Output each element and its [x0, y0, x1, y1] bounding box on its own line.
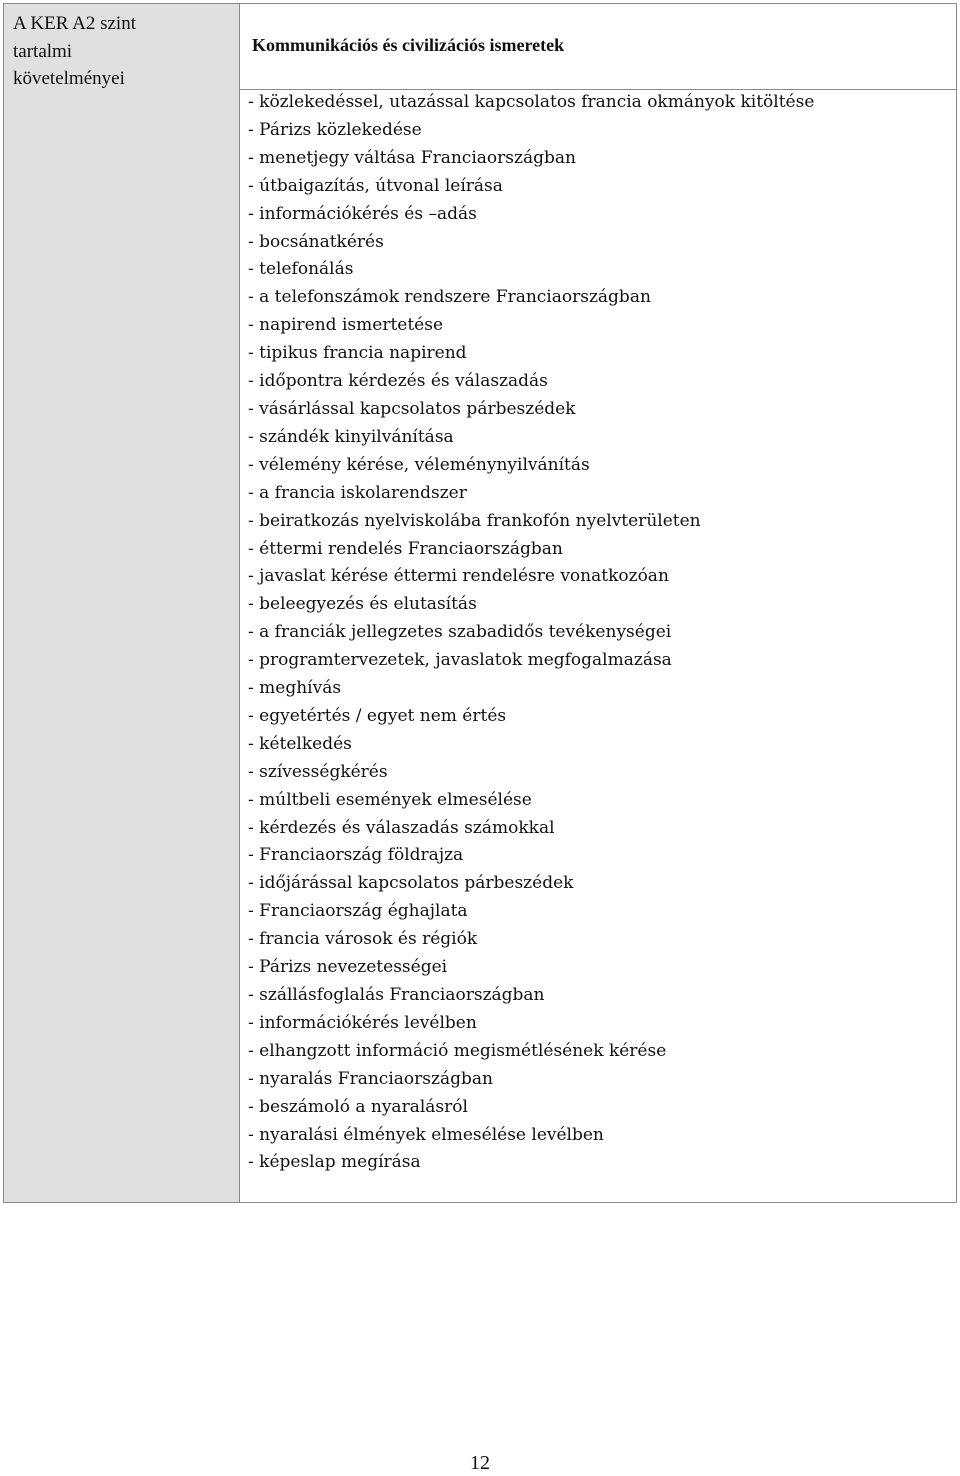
left-header-line: követelményei — [13, 68, 125, 89]
list-item: - időjárással kapcsolatos párbeszédek — [248, 873, 574, 894]
list-item: - beszámoló a nyaralásról — [248, 1096, 468, 1117]
list-item: - időpontra kérdezés és válaszadás — [248, 371, 548, 392]
list-item: - beleegyezés és elutasítás — [248, 594, 477, 615]
list-item: - elhangzott információ megismétlésének kérése — [248, 1040, 667, 1061]
list-item: - vélemény kérése, véleménynyilvánítás — [248, 454, 590, 475]
list-item: - szívességkérés — [248, 761, 388, 782]
left-header-line: A KER A2 szint — [13, 13, 136, 34]
left-header-line: tartalmi — [13, 40, 73, 62]
list-item: - bocsánatkérés — [248, 231, 384, 252]
left-header-cell — [13, 10, 233, 93]
list-item: - Párizs közlekedése — [248, 119, 422, 140]
list-item: - a francia iskolarendszer — [248, 482, 467, 503]
list-item: - tipikus francia napirend — [248, 343, 467, 364]
list-item: - kérdezés és válaszadás számokkal — [248, 817, 555, 838]
list-item: - közlekedéssel, utazással kapcsolatos francia okmányok kitöltése — [248, 92, 815, 112]
list-item: - nyaralási élmények elmesélése levélben — [248, 1124, 604, 1145]
list-item: - szándék kinyilvánítása — [248, 426, 454, 447]
list-item: - Párizs nevezetességei — [248, 957, 448, 978]
list-item: - szállásfoglalás Franciaországban — [248, 985, 545, 1005]
list-item: - képeslap megírása — [248, 1152, 421, 1173]
list-item: - menetjegy váltása Franciaországban — [248, 147, 576, 168]
list-item: - javaslat kérése éttermi rendelésre vonatkozóan — [248, 566, 669, 587]
header-row — [240, 4, 956, 90]
list-item: - vásárlással kapcsolatos párbeszédek — [248, 398, 576, 419]
section-title: Kommunikációs és civilizációs ismeretek — [252, 35, 565, 55]
topics-list — [248, 89, 948, 1177]
list-item: - információkérés és –adás — [248, 203, 477, 224]
list-item: - útbaigazítás, útvonal leírása — [248, 175, 503, 196]
list-item: - nyaralás Franciaországban — [248, 1068, 493, 1089]
list-item: - beiratkozás nyelviskolába frankofón nyelvterületen — [248, 510, 701, 531]
list-item: - kételkedés — [248, 733, 352, 754]
list-item: - múltbeli események elmesélése — [248, 789, 532, 810]
list-item: - napirend ismertetése — [248, 315, 444, 336]
list-item: - Franciaország éghajlata — [248, 901, 468, 922]
left-header-column — [4, 4, 240, 1202]
list-item: - a telefonszámok rendszere Franciaországban — [248, 287, 651, 308]
list-item: - éttermi rendelés Franciaországban — [248, 538, 563, 559]
list-item: - a franciák jellegzetes szabadidős tevékenységei — [248, 622, 672, 643]
list-item: - meghívás — [248, 678, 342, 699]
list-item: - programtervezetek, javaslatok megfogalmazása — [248, 650, 672, 671]
page-number: 12 — [470, 1452, 490, 1474]
list-item: - francia városok és régiók — [248, 929, 478, 950]
list-item: - telefonálás — [248, 259, 354, 280]
list-item: - egyetértés / egyet nem értés — [248, 705, 507, 726]
list-item: - Franciaország földrajza — [248, 845, 464, 866]
list-item: - információkérés levélben — [248, 1012, 477, 1033]
